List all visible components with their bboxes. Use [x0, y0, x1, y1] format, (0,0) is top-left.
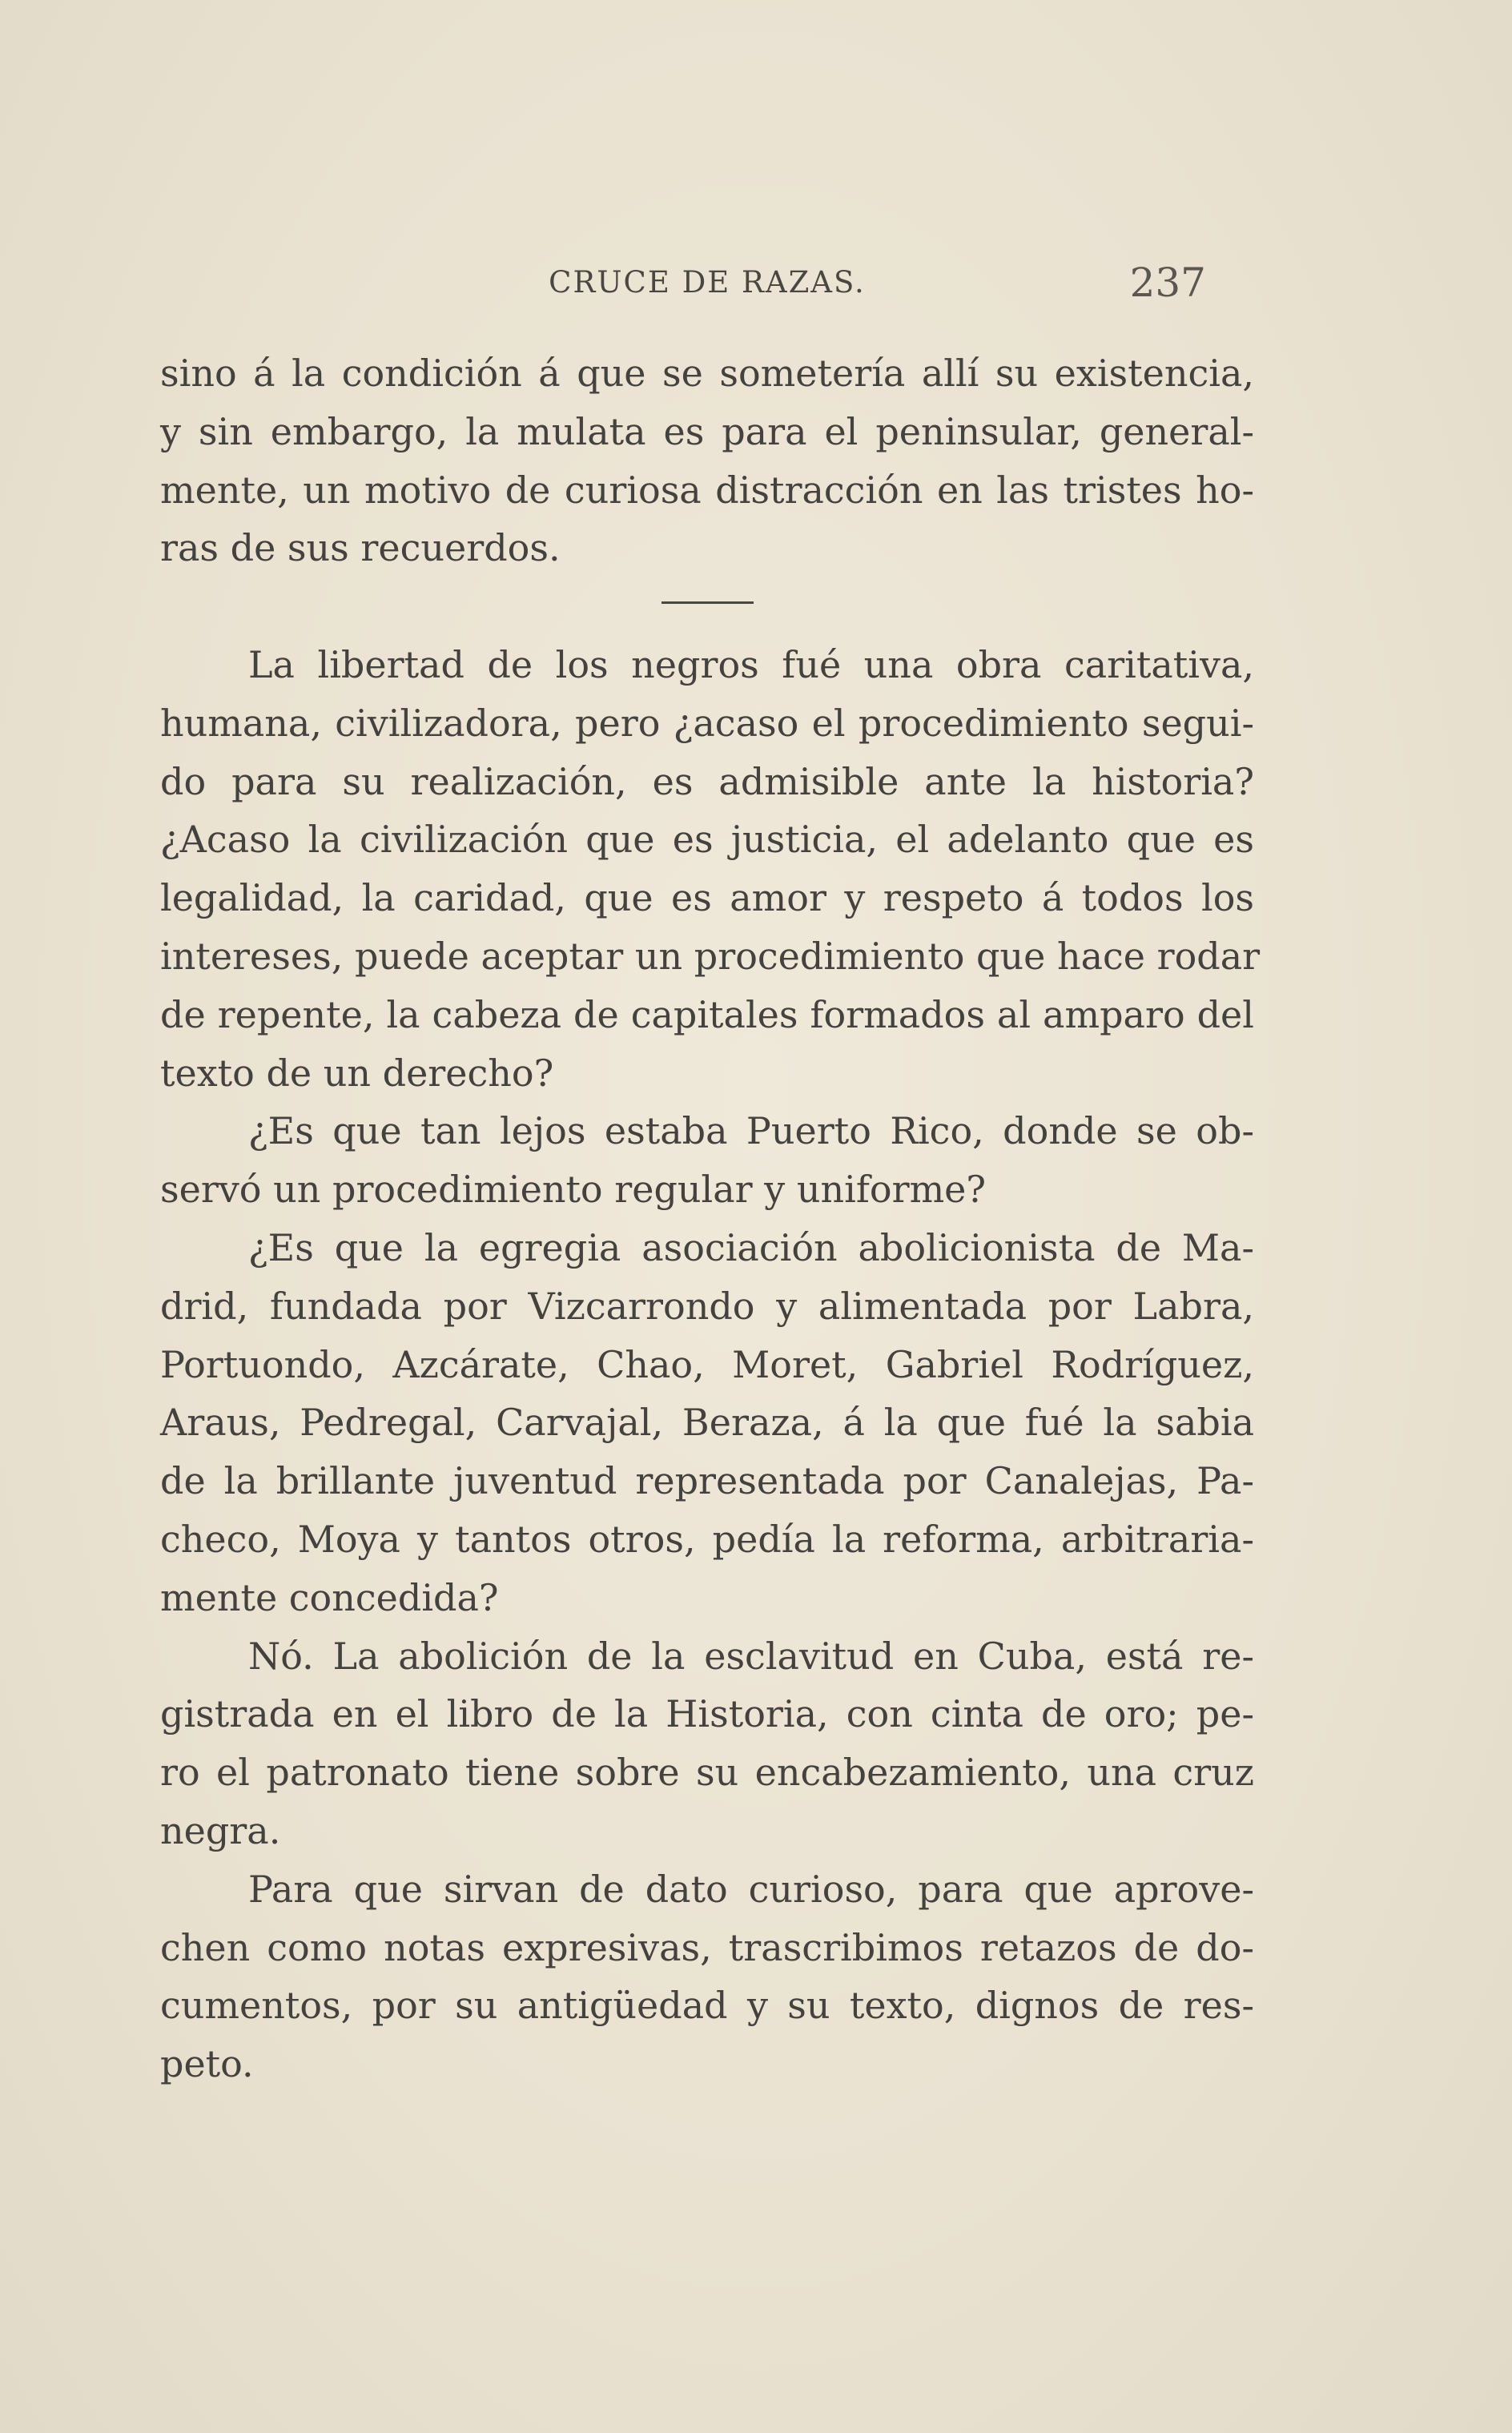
text-line: ¿Acaso la civilización que es justicia, el adelanto que es: [160, 818, 1254, 862]
text-line: de la brillante juventud representada por Canalejas, Pa-: [160, 1459, 1254, 1503]
text-line: mente concedida?: [160, 1575, 499, 1619]
section-divider: [662, 601, 754, 604]
text-line: humana, civilizadora, pero ¿acaso el procedimiento segui-: [160, 701, 1254, 745]
text-line: de repente, la cabeza de capitales formados al amparo del: [160, 992, 1254, 1036]
text-line: legalidad, la caridad, que es amor y respeto á todos los: [160, 876, 1254, 920]
paragraph: [160, 1627, 1254, 1860]
text-line: ¿Es que tan lejos estaba Puerto Rico, donde se ob-: [248, 1109, 1254, 1153]
text-line: y sin embargo, la mulata es para el peninsular, general-: [160, 409, 1254, 453]
running-title: CRUCE DE RAZAS.: [549, 265, 866, 300]
paragraph: [160, 1219, 1254, 1627]
text-line: do para su realización, es admisible ante la historia?: [160, 759, 1254, 803]
text-line: cumentos, por su antigüedad y su texto, dignos de res-: [160, 1984, 1254, 2028]
paragraph: [160, 344, 1254, 577]
text-line: ras de sus recuerdos.: [160, 526, 561, 570]
text-line: Araus, Pedregal, Carvajal, Beraza, á la que fué la sabia: [160, 1401, 1254, 1445]
text-line: Para que sirvan de dato curioso, para que aprove-: [248, 1867, 1254, 1911]
text-line: ro el patronato tiene sobre su encabezamiento, una cruz: [160, 1751, 1254, 1795]
paragraph: [160, 1860, 1254, 2093]
text-line: gistrada en el libro de la Historia, con cinta de oro; pe-: [160, 1692, 1254, 1736]
paragraph: [160, 1102, 1254, 1219]
text-line: chen como notas expresivas, trascribimos retazos de do-: [160, 1925, 1254, 1969]
paragraph: [160, 636, 1261, 1102]
text-line: intereses, puede aceptar un procedimiento que hace rodar: [160, 934, 1261, 978]
text-line: sino á la condición á que se sometería allí su existencia,: [160, 352, 1254, 395]
text-line: Portuondo, Azcárate, Chao, Moret, Gabriel Rodríguez,: [160, 1342, 1254, 1386]
text-line: drid, fundada por Vizcarrondo y alimentada por Labra,: [160, 1284, 1254, 1328]
text-line: servó un procedimiento regular y uniforme?: [160, 1168, 987, 1212]
text-line: negra.: [160, 1808, 281, 1852]
section-divider-row: [160, 577, 1254, 636]
body-text: [160, 344, 1261, 2093]
page-header: [160, 255, 1254, 311]
text-line: texto de un derecho?: [160, 1051, 554, 1095]
text-line: Nó. La abolición de la esclavitud en Cuba, está re-: [248, 1634, 1254, 1678]
text-line: ¿Es que la egregia asociación abolicionista de Ma-: [248, 1225, 1254, 1269]
text-line: La libertad de los negros fué una obra caritativa,: [248, 642, 1254, 686]
text-line: peto.: [160, 2042, 254, 2086]
text-line: mente, un motivo de curiosa distracción en las tristes ho-: [160, 468, 1254, 512]
text-line: checo, Moya y tantos otros, pedía la reforma, arbitraria-: [160, 1517, 1254, 1561]
page-number: 237: [1129, 259, 1206, 306]
